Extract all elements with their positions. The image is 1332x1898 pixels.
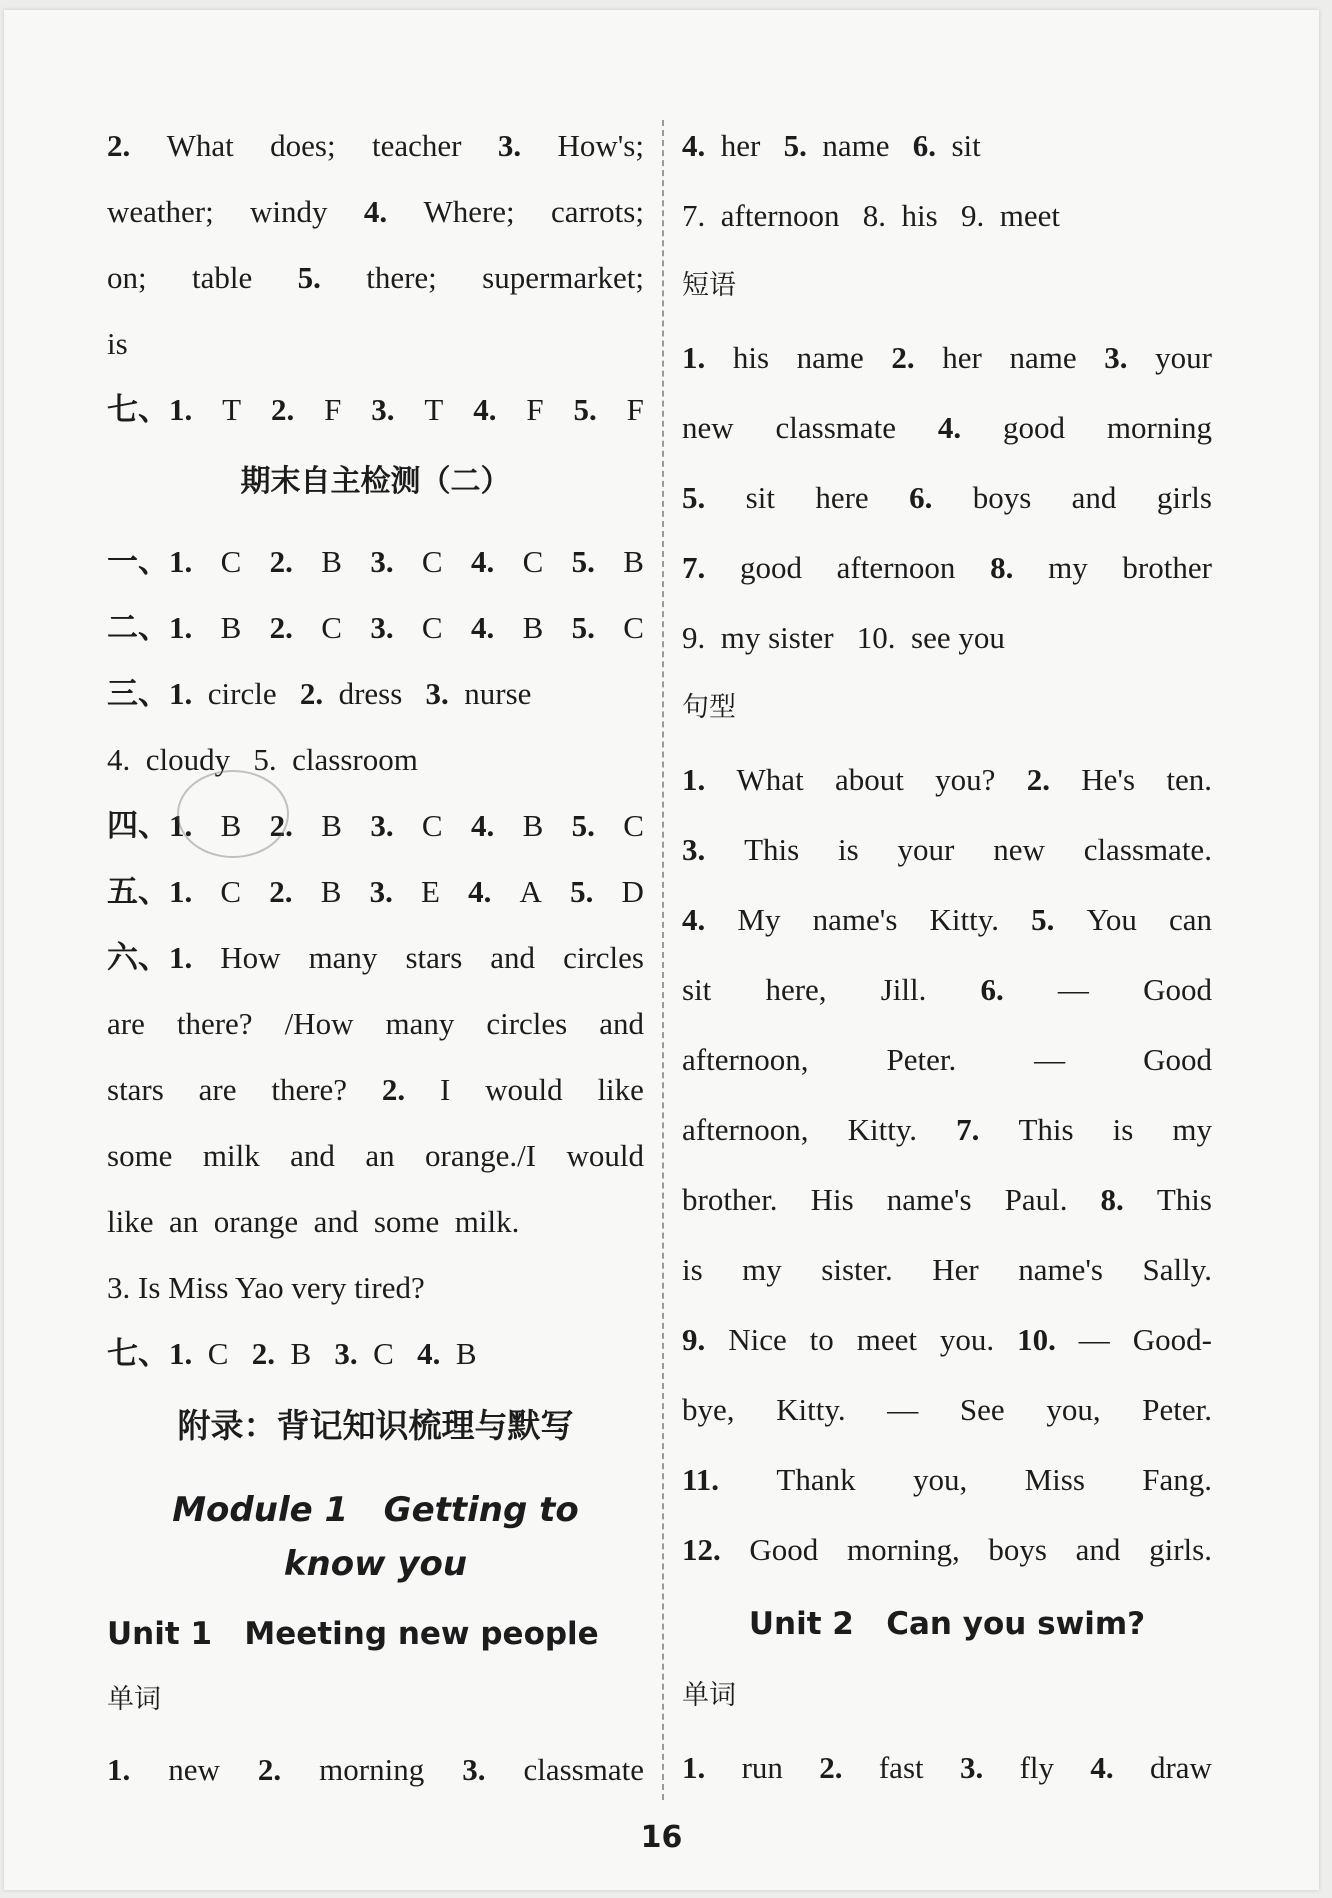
word: Where;: [423, 194, 515, 229]
word: sit: [951, 128, 981, 163]
word: B: [623, 544, 644, 579]
word: 1.: [682, 340, 706, 375]
word: is: [682, 1252, 703, 1287]
word: C: [220, 544, 242, 579]
word: 五、1.: [107, 874, 193, 909]
word: can: [1168, 902, 1212, 937]
module-title-cont: know you: [283, 1544, 468, 1584]
answer-line: like an orange and some milk.: [107, 1204, 520, 1239]
word: 7.: [956, 1112, 980, 1147]
word: My: [737, 902, 781, 937]
word: 6.: [980, 972, 1004, 1007]
answer-line: [682, 480, 1212, 516]
word: on;: [107, 260, 147, 295]
word: C: [421, 610, 443, 645]
word: does;: [270, 128, 336, 163]
word: Peter.: [1142, 1392, 1212, 1427]
appendix-heading: 附录：背记知识梳理与默写: [177, 1406, 574, 1445]
word: her: [942, 340, 982, 375]
word: 4.: [470, 610, 495, 645]
answer-line: [682, 128, 1212, 164]
word: —: [1078, 1322, 1110, 1357]
word: run: [741, 1750, 783, 1785]
word: 六、1.: [107, 940, 193, 975]
words-label: 单词: [682, 1680, 736, 1711]
word: B: [220, 610, 242, 645]
word: T: [222, 392, 242, 427]
word: brother.: [682, 1182, 778, 1217]
answer-line: [682, 1322, 1212, 1358]
word: good: [739, 550, 802, 585]
word: afternoon: [836, 550, 956, 585]
answer-line: 7. afternoon 8. his 9. meet: [682, 198, 1060, 233]
word: 三、1.: [107, 676, 193, 711]
word: supermarket;: [482, 260, 644, 295]
answer-line: [682, 1182, 1212, 1218]
word: 3.: [425, 676, 449, 711]
word: 2.: [251, 1336, 275, 1371]
answer-line: [682, 410, 1212, 446]
word: 1.: [682, 1750, 706, 1785]
answer-line: [682, 1750, 1212, 1786]
word: carrots;: [551, 194, 644, 229]
answer-line: [107, 1138, 644, 1174]
word: afternoon,: [682, 1112, 809, 1147]
word: —: [1057, 972, 1089, 1007]
answer-line: [107, 128, 644, 164]
answer-line: 9. my sister 10. see you: [682, 620, 1005, 655]
word: 5.: [571, 610, 595, 645]
answer-line: [107, 676, 644, 712]
word: there?: [176, 1006, 253, 1041]
section-heading: 期末自主检测（二）: [240, 464, 511, 499]
word: Kitty.: [929, 902, 999, 937]
word: B: [220, 808, 242, 843]
answer-line: 4. cloudy 5. classroom: [107, 742, 418, 777]
answer-line: [682, 762, 1212, 798]
word: my: [1048, 550, 1088, 585]
word: 4.: [468, 874, 492, 909]
word: fast: [878, 1750, 924, 1785]
word: C: [522, 544, 544, 579]
word: stars: [405, 940, 463, 975]
word: milk: [202, 1138, 260, 1173]
word: sit: [745, 480, 775, 515]
word: new: [168, 1752, 220, 1787]
column-divider: [662, 120, 664, 1800]
word: some: [107, 1138, 173, 1173]
answer-line: [107, 610, 644, 646]
word: my: [1172, 1112, 1212, 1147]
word: —: [1034, 1042, 1066, 1077]
word: 4.: [937, 410, 962, 445]
word: and: [1075, 1532, 1121, 1567]
word: girls.: [1149, 1532, 1212, 1567]
word: 10.: [1017, 1322, 1056, 1357]
word: 4.: [1090, 1750, 1114, 1785]
word: is: [838, 832, 859, 867]
word: there?: [271, 1072, 348, 1107]
word: draw: [1149, 1750, 1212, 1785]
word: would: [485, 1072, 563, 1107]
word: name: [796, 340, 864, 375]
word: sister.: [821, 1252, 893, 1287]
word: 3.: [370, 808, 394, 843]
word: name's: [1018, 1252, 1103, 1287]
word: would: [566, 1138, 644, 1173]
word: and: [599, 1006, 644, 1041]
answer-line: [107, 1072, 644, 1108]
answer-line: [682, 550, 1212, 586]
word: new: [682, 410, 734, 445]
answer-line: [682, 1042, 1212, 1078]
answer-line: [682, 832, 1212, 868]
word: 2.: [269, 874, 293, 909]
answer-line: [682, 902, 1212, 938]
word: nurse: [464, 676, 532, 711]
word: about: [834, 762, 904, 797]
word: 4.: [470, 808, 495, 843]
word: brother: [1122, 550, 1212, 585]
word: her: [720, 128, 761, 163]
word: Kitty.: [847, 1112, 918, 1147]
word: 2.: [1026, 762, 1050, 797]
word: classmate: [775, 410, 897, 445]
unit-title: Unit 2 Can you swim?: [748, 1606, 1146, 1642]
word: 5.: [573, 392, 597, 427]
word: You: [1086, 902, 1137, 937]
word: 二、1.: [107, 610, 193, 645]
word: circle: [207, 676, 277, 711]
word: Miss: [1024, 1462, 1085, 1497]
word: orange./I: [425, 1138, 537, 1173]
word: 5.: [571, 808, 595, 843]
answer-line: [107, 260, 644, 296]
word: 2.: [269, 544, 293, 579]
word: boys: [972, 480, 1032, 515]
word: Good-: [1132, 1322, 1212, 1357]
answer-line: [682, 1462, 1212, 1498]
word: 2.: [270, 392, 295, 427]
word: 6.: [909, 480, 933, 515]
word: there;: [366, 260, 437, 295]
word: stars: [107, 1072, 164, 1107]
word: you?: [935, 762, 996, 797]
word: 2.: [257, 1752, 282, 1787]
word: C: [623, 808, 644, 843]
word: F: [526, 392, 544, 427]
word: sit: [682, 972, 712, 1007]
answer-line: [682, 1532, 1212, 1568]
word: you.: [939, 1322, 995, 1357]
word: you,: [912, 1462, 968, 1497]
answer-line: [682, 1392, 1212, 1428]
word: 4.: [682, 902, 706, 937]
word: to: [809, 1322, 834, 1357]
word: 2.: [107, 128, 131, 163]
word: C: [421, 808, 443, 843]
word: afternoon,: [682, 1042, 809, 1077]
word: Good: [749, 1532, 819, 1567]
word: C: [421, 544, 443, 579]
word: —: [887, 1392, 919, 1427]
word: 3.: [682, 832, 706, 867]
word: This: [1018, 1112, 1074, 1147]
word: windy: [250, 194, 328, 229]
word: 2.: [269, 610, 293, 645]
word: 6.: [912, 128, 936, 163]
word: 2.: [819, 1750, 843, 1785]
word: 8.: [990, 550, 1014, 585]
word: Nice: [728, 1322, 787, 1357]
word: C: [373, 1336, 394, 1371]
answer-line: 3. Is Miss Yao very tired?: [107, 1270, 425, 1305]
word: 1.: [107, 1752, 131, 1787]
word: classmate.: [1083, 832, 1212, 867]
answer-line: [107, 874, 644, 910]
page-number: 16: [640, 1820, 683, 1855]
word: morning: [1106, 410, 1212, 445]
word: here: [815, 480, 869, 515]
word: B: [321, 808, 342, 843]
word: name: [1009, 340, 1077, 375]
word: are: [198, 1072, 237, 1107]
answer-line: [107, 1752, 644, 1788]
answer-line: [107, 940, 644, 976]
word: Peter.: [886, 1042, 957, 1077]
word: 3.: [370, 544, 394, 579]
word: 3.: [371, 392, 395, 427]
word: your: [897, 832, 955, 867]
word: Thank: [776, 1462, 856, 1497]
word: table: [191, 260, 253, 295]
word: 七、1.: [107, 392, 193, 427]
word: Her: [932, 1252, 979, 1287]
answer-line: [682, 972, 1212, 1008]
word: C: [220, 874, 242, 909]
word: T: [424, 392, 444, 427]
word: boys: [988, 1532, 1047, 1567]
word: Good: [1143, 1042, 1212, 1077]
word: How: [220, 940, 281, 975]
word: 5.: [570, 874, 594, 909]
word: 2.: [381, 1072, 406, 1107]
word: F: [626, 392, 644, 427]
word: B: [320, 874, 342, 909]
word: and: [290, 1138, 335, 1173]
word: See: [959, 1392, 1005, 1427]
word: 1.: [682, 762, 706, 797]
word: Paul.: [1004, 1182, 1068, 1217]
word: 3.: [1104, 340, 1128, 375]
word: He's: [1081, 762, 1136, 797]
word: 3.: [370, 610, 394, 645]
answer-line: [107, 194, 644, 230]
word: classmate: [523, 1752, 644, 1787]
word: is: [1112, 1112, 1134, 1147]
word: Jill.: [880, 972, 927, 1007]
word: morning,: [846, 1532, 960, 1567]
word: 2.: [269, 808, 293, 843]
word: 3.: [334, 1336, 358, 1371]
word: Good: [1143, 972, 1212, 1007]
faded-stamp-mark: [177, 770, 289, 858]
word: D: [621, 874, 644, 909]
word: 3.: [497, 128, 522, 163]
word: E: [420, 874, 440, 909]
word: This: [744, 832, 800, 867]
word: 8.: [1100, 1182, 1124, 1217]
word: 3.: [369, 874, 393, 909]
sentences-label: 句型: [682, 692, 736, 723]
word: here,: [765, 972, 827, 1007]
word: 11.: [682, 1462, 720, 1497]
word: 4.: [363, 194, 388, 229]
word: 2.: [891, 340, 915, 375]
word: his: [732, 340, 770, 375]
word: good: [1003, 410, 1066, 445]
word: Sally.: [1142, 1252, 1212, 1287]
word: 3.: [959, 1750, 984, 1785]
word: 12.: [682, 1532, 721, 1567]
word: name's: [886, 1182, 972, 1217]
word: 2.: [299, 676, 324, 711]
word: circles: [486, 1006, 568, 1041]
answer-line: [107, 1336, 644, 1372]
answer-line: [682, 340, 1212, 376]
word: you,: [1046, 1392, 1101, 1427]
word: What: [166, 128, 234, 163]
word: This: [1156, 1182, 1212, 1217]
word: 3.: [462, 1752, 486, 1787]
word: B: [522, 610, 544, 645]
answer-line: is: [107, 326, 128, 361]
word: Kitty.: [776, 1392, 846, 1427]
word: bye,: [682, 1392, 735, 1427]
word: 5.: [783, 128, 807, 163]
word: 4.: [417, 1336, 441, 1371]
word: C: [321, 610, 342, 645]
word: B: [290, 1336, 312, 1371]
words-label: 单词: [107, 1684, 161, 1715]
word: an: [365, 1138, 395, 1173]
word: What: [736, 762, 804, 797]
word: girls: [1156, 480, 1212, 515]
word: 4.: [682, 128, 706, 163]
word: like: [597, 1072, 644, 1107]
word: meet: [856, 1322, 917, 1357]
answer-line: [682, 1252, 1212, 1288]
word: fly: [1019, 1750, 1054, 1785]
word: B: [522, 808, 544, 843]
word: are: [107, 1006, 145, 1041]
word: name's: [812, 902, 898, 937]
word: teacher: [371, 128, 462, 163]
word: ten.: [1166, 762, 1212, 797]
word: 4.: [470, 544, 495, 579]
word: How's;: [557, 128, 644, 163]
word: A: [519, 874, 542, 909]
word: many: [385, 1006, 455, 1041]
module-title: Module 1 Getting to: [172, 1490, 579, 1530]
word: 四、1.: [107, 808, 193, 843]
word: dress: [338, 676, 403, 711]
word: circles: [563, 940, 644, 975]
word: 5.: [571, 544, 595, 579]
unit-title: Unit 1 Meeting new people: [107, 1616, 599, 1652]
word: my: [742, 1252, 782, 1287]
word: and: [490, 940, 536, 975]
word: 4.: [473, 392, 497, 427]
phrases-label: 短语: [682, 270, 736, 301]
word: 9.: [682, 1322, 706, 1357]
word: new: [993, 832, 1045, 867]
word: /How: [284, 1006, 354, 1041]
word: C: [207, 1336, 229, 1371]
word: 5.: [297, 260, 321, 295]
answer-line: [107, 544, 644, 580]
word: and: [1071, 480, 1117, 515]
word: many: [308, 940, 378, 975]
word: Fang.: [1142, 1462, 1212, 1497]
word: His: [810, 1182, 854, 1217]
word: C: [623, 610, 644, 645]
answer-line: [107, 1006, 644, 1042]
word: 七、1.: [107, 1336, 193, 1371]
word: your: [1155, 340, 1212, 375]
word: 5.: [1031, 902, 1055, 937]
word: B: [455, 1336, 477, 1371]
answer-line: [682, 1112, 1212, 1148]
word: name: [822, 128, 890, 163]
answer-key-page: [4, 10, 1319, 1890]
word: 一、1.: [107, 544, 193, 579]
word: I: [439, 1072, 451, 1107]
word: B: [321, 544, 342, 579]
word: F: [324, 392, 342, 427]
word: 5.: [682, 480, 706, 515]
word: weather;: [107, 194, 214, 229]
answer-line: [107, 392, 644, 428]
word: morning: [319, 1752, 425, 1787]
word: 7.: [682, 550, 706, 585]
